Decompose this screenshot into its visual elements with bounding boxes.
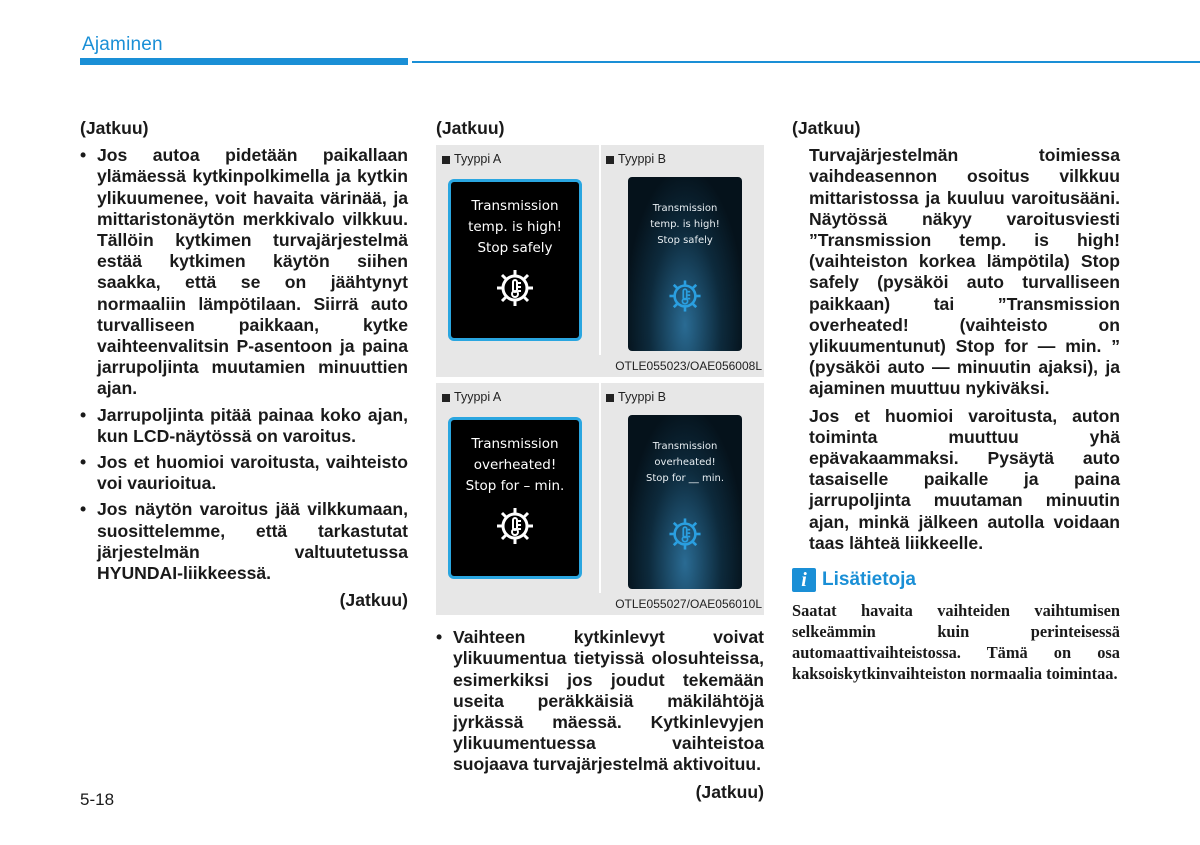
transmission-temperature-gear-icon	[666, 515, 704, 553]
screen-line: temp. is high!	[650, 219, 720, 231]
square-bullet-icon	[606, 394, 614, 402]
type-label-text: Tyyppi B	[618, 390, 666, 405]
info-body: Saatat havaita vaihteiden vaihtumisen selkeämmin kuin perinteisessä automaattivaihteistossa. Tämä on osa kaksoiskytkinvaihteiston normaalia toimintaa.	[792, 601, 1120, 684]
cluster-screen-b	[628, 177, 742, 351]
type-label	[606, 149, 666, 170]
column-2	[436, 118, 764, 803]
screen-line: Stop safely	[657, 235, 713, 247]
screen-line: Transmission	[471, 436, 559, 453]
screen-line: temp. is high!	[468, 219, 562, 236]
info-title: Lisätietoja	[822, 569, 916, 591]
continued-label: (Jatkuu)	[695, 781, 764, 802]
column-3	[792, 118, 1120, 684]
figure-code: OTLE055023/OAE056008L	[615, 359, 762, 373]
screen-line: overheated!	[473, 457, 557, 474]
screen-message	[628, 439, 742, 487]
figure-panel	[436, 145, 764, 377]
info-icon: i	[792, 568, 816, 592]
transmission-temperature-gear-icon	[666, 277, 704, 315]
cluster-screen-a	[448, 179, 582, 341]
figure-type-b	[600, 383, 764, 615]
info-box	[792, 568, 1120, 684]
square-bullet-icon	[442, 156, 450, 164]
screen-message	[628, 201, 742, 249]
bullet-item: • Jos et huomioi varoitusta, vaihteisto voi vaurioitua.	[80, 452, 408, 494]
type-label-text: Tyyppi A	[454, 390, 502, 405]
page-number: 5-18	[80, 790, 115, 809]
screen-line: Stop safely	[477, 240, 553, 257]
info-header	[792, 568, 1120, 592]
type-label	[606, 387, 666, 408]
transmission-temperature-gear-icon	[493, 266, 537, 310]
screen-line: Stop for – min.	[465, 478, 565, 495]
continued-label: (Jatkuu)	[339, 590, 408, 611]
figure-type-a	[436, 383, 600, 615]
type-label-text: Tyyppi A	[454, 152, 502, 167]
screen-message	[451, 434, 579, 497]
screen-line: Stop for __ min.	[645, 473, 725, 485]
figure-code: OTLE055027/OAE056010L	[615, 597, 762, 611]
square-bullet-icon	[606, 156, 614, 164]
screen-line: Transmission	[652, 441, 718, 453]
figure-panel	[436, 383, 764, 615]
cluster-screen-b	[628, 415, 742, 589]
figure-type-a	[436, 145, 600, 377]
figure-type-b	[600, 145, 764, 377]
bullet-item: • Vaihteen kytkinlevyt voivat ylikuumentua tietyissä olosuhteissa, esimerkiksi jos joudut tekemään useita peräkkäisiä mäkilähtöjä jyrkässä mäessä. Kytkinlevyjen ylikuumentuessa vaihteistoa suojaava turvajärjestelmä aktivoituu.	[436, 627, 764, 775]
screen-line: Transmission	[471, 198, 559, 215]
continued-label: (Jatkuu)	[436, 118, 505, 138]
header-rule	[412, 61, 1200, 63]
continued-label: (Jatkuu)	[80, 118, 149, 138]
section-title: Ajaminen	[82, 34, 163, 55]
paragraph: Turvajärjestelmän toimiessa vaihdeasennon osoitus vilkkuu mittaristossa ja kuuluu varoitusääni. Näytössä näkyy varoitusviesti ”Transmission temp. is high! (vaihteiston korkea lämpötila) Stop safely (pysäköi auto turvalliseen paikkaan) tai ”Transmission overheated! (vaihteisto on ylikuumentunut) Stop for — min. ” (pysäköi auto — minuutin ajaksi), ja ajaminen muuttuu nykiväksi.	[809, 145, 1120, 399]
bullet-item: • Jarrupoljinta pitää painaa koko ajan, kun LCD-näytössä on varoitus.	[80, 405, 408, 447]
square-bullet-icon	[442, 394, 450, 402]
header-accent-bar	[80, 58, 408, 65]
column-1	[80, 118, 408, 611]
bullet-item: • Jos autoa pidetään paikallaan ylämäessä kytkinpolkimella ja kytkin ylikuumenee, voit havaita värinää, ja mittaristonäytön merkkivalo vilkkuu. Tällöin kytkimen turvajärjestelmä estää kytkimen käytön siihen saakka, että se on jäähtynyt normaaliin lämpötilaan. Siirrä auto turvalliseen paikkaan, kytke vaihteenvalitsin P-asentoon ja paina jarrupoljinta muutamien minuuttien ajan.	[80, 145, 408, 399]
type-label-text: Tyyppi B	[618, 152, 666, 167]
cluster-screen-a	[448, 417, 582, 579]
paragraph: Jos et huomioi varoitusta, auton toiminta muuttuu yhä epävakaammaksi. Pysäytä auto tasaiselle paikalle ja paina jarrupoljinta muutaman minuutin ajan, minkä jälkeen autolla voidaan taas lähteä liikkeelle.	[809, 405, 1120, 553]
screen-line: Transmission	[652, 203, 718, 215]
bullet-item: • Jos näytön varoitus jää vilkkumaan, suosittelemme, että tarkastutat järjestelmän valtuutetussa HYUNDAI-liikkeessä.	[80, 499, 408, 584]
type-label	[442, 387, 501, 408]
transmission-temperature-gear-icon	[493, 504, 537, 548]
type-label	[442, 149, 501, 170]
continued-label: (Jatkuu)	[792, 118, 861, 138]
screen-message	[451, 196, 579, 259]
screen-line: overheated!	[654, 457, 716, 469]
